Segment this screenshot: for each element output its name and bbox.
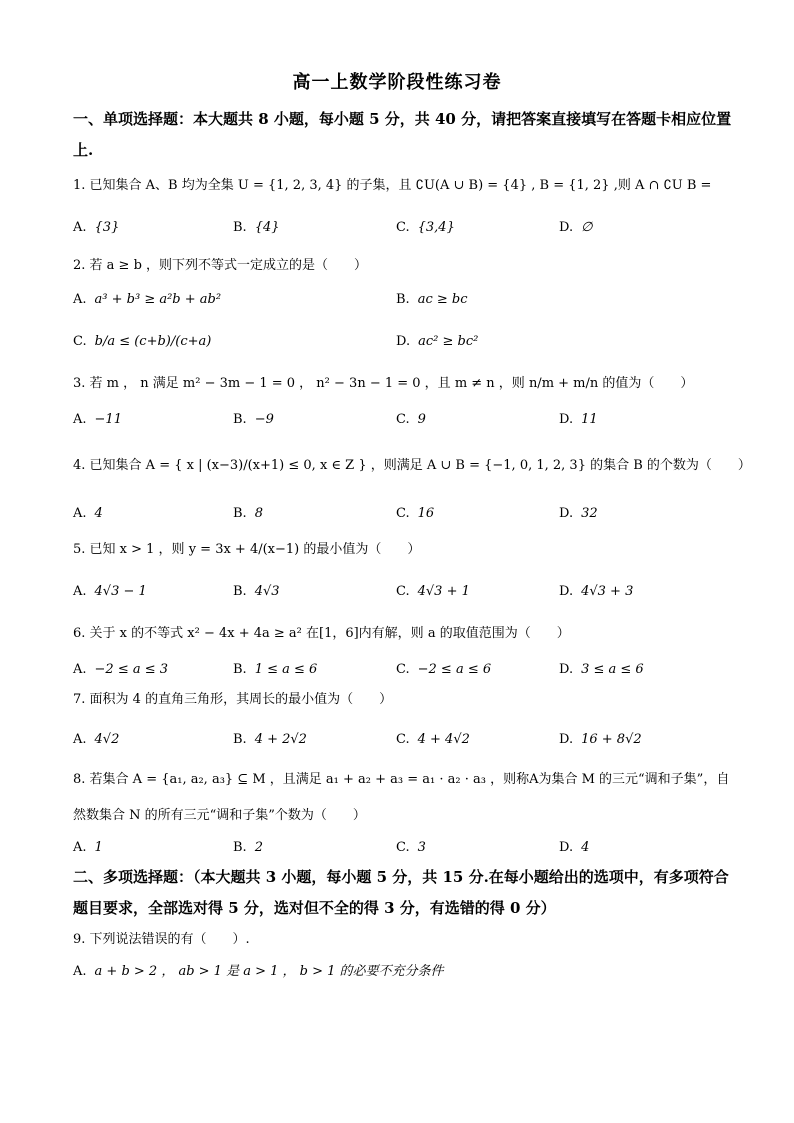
- question-9-stem: 9. 下列说法错误的有（ ）.: [73, 932, 250, 947]
- question-8-stem: 8. 若集合 A = {a₁, a₂, a₃} ⊆ M ，且满足 a₁ + a₂ + a₃ = a₁ · a₂ · a₃ ，则称A为集合 M 的三元“调和子集”，自然数集合 N 的所有三元“调和子集”个数为（ ）: [73, 772, 730, 823]
- q7-option-c: C. 4 + 4√2: [396, 732, 470, 747]
- q2-option-b: B. ac ≥ bc: [396, 292, 468, 307]
- q3-option-d: D. 11: [559, 412, 598, 427]
- q2-option-a: A. a³ + b³ ≥ a²b + ab²: [73, 292, 222, 307]
- q5-option-d: D. 4√3 + 3: [559, 584, 634, 599]
- q4-option-d: D. 32: [559, 506, 598, 521]
- q6-option-b: B. 1 ≤ a ≤ 6: [233, 662, 318, 677]
- q5-option-b: B. 4√3: [233, 584, 280, 599]
- q2-option-d: D. ac² ≥ bc²: [396, 334, 479, 349]
- question-6-stem: 6. 关于 x 的不等式 x² − 4x + 4a ≥ a² 在[1，6]内有解，则 a 的取值范围为（ ）: [73, 626, 570, 641]
- q1-option-c: C. {3,4}: [396, 220, 455, 235]
- q4-option-a: A. 4: [73, 506, 103, 521]
- q5-option-c: C. 4√3 + 1: [396, 584, 470, 599]
- q7-option-d: D. 16 + 8√2: [559, 732, 642, 747]
- q7-option-b: B. 4 + 2√2: [233, 732, 307, 747]
- q8-option-d: D. 4: [559, 840, 590, 855]
- q3-option-c: C. 9: [396, 412, 426, 427]
- page-title: 高一上数学阶段性练习卷: [292, 72, 502, 93]
- section-heading-multiple-choice: 二、多项选择题：（本大题共 3 小题，每小题 5 分，共 15 分.在每小题给出的选项中，有多项符合题目要求，全部选对得 5 分，选对但不全的得 3 分，有选错的得 0 分）: [73, 868, 729, 917]
- question-1-stem: 1. 已知集合 A、B 均为全集 U = {1, 2, 3, 4} 的子集，且 ∁U(A ∪ B) = {4} , B = {1, 2} ,则 A ∩ ∁U B =: [73, 178, 712, 193]
- q3-option-a: A. −11: [73, 412, 122, 427]
- q6-option-a: A. −2 ≤ a ≤ 3: [73, 662, 169, 677]
- question-4-stem: 4. 已知集合 A = { x | (x−3)/(x+1) ≤ 0, x ∈ Z } ，则满足 A ∪ B = {−1, 0, 1, 2, 3} 的集合 B 的个数为（ ）: [73, 458, 751, 473]
- q1-option-b: B. {4}: [233, 220, 280, 235]
- q1-option-d: D. ∅: [559, 220, 593, 235]
- q8-option-c: C. 3: [396, 840, 426, 855]
- q2-option-c: C. b/a ≤ (c+b)/(c+a): [73, 334, 212, 349]
- question-3-stem: 3. 若 m ， n 满足 m² − 3m − 1 = 0 ， n² − 3n − 1 = 0 ，且 m ≠ n ，则 n/m + m/n 的值为（ ）: [73, 376, 694, 391]
- q6-option-d: D. 3 ≤ a ≤ 6: [559, 662, 644, 677]
- q4-option-b: B. 8: [233, 506, 263, 521]
- question-7-stem: 7. 面积为 4 的直角三角形，其周长的最小值为（ ）: [73, 692, 393, 707]
- q8-option-a: A. 1: [73, 840, 103, 855]
- section-heading-single-choice: 一、单项选择题：本大题共 8 小题，每小题 5 分，共 40 分，请把答案直接填写在答题卡相应位置上.: [73, 110, 732, 159]
- question-2-stem: 2. 若 a ≥ b ，则下列不等式一定成立的是（ ）: [73, 258, 368, 273]
- question-5-stem: 5. 已知 x > 1 ，则 y = 3x + 4/(x−1) 的最小值为（ ）: [73, 542, 421, 557]
- q4-option-c: C. 16: [396, 506, 435, 521]
- q6-option-c: C. −2 ≤ a ≤ 6: [396, 662, 492, 677]
- q3-option-b: B. −9: [233, 412, 274, 427]
- q9-option-a: A. a + b > 2 ， ab > 1 是 a > 1 ， b > 1 的必要不充分条件: [73, 964, 444, 979]
- q1-option-a: A. {3}: [73, 220, 120, 235]
- q8-option-b: B. 2: [233, 840, 263, 855]
- q7-option-a: A. 4√2: [73, 732, 120, 747]
- q5-option-a: A. 4√3 − 1: [73, 584, 147, 599]
